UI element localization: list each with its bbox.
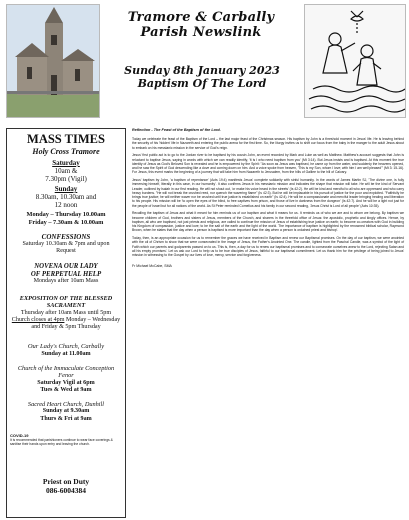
priest-on-duty: [7, 477, 125, 495]
mass-times-heading: MASS TIMES: [27, 132, 105, 146]
exposition-heading-2: SACRAMENT: [46, 302, 86, 310]
title-line-1: Tramore & Carbally: [127, 10, 275, 25]
church-closes-note: Church closes at 4pm: [11, 316, 65, 323]
date-block: [122, 64, 282, 90]
newsletter-banner: [100, 4, 302, 116]
exposition-section: [9, 295, 123, 331]
article-title: Reflection - The Feast of the Baptism of the Lord.: [132, 128, 221, 132]
weekday-times: [9, 211, 123, 227]
saturday-time-1: 10am &: [54, 167, 78, 176]
article-paragraph: Jesus' first public act is to go to the Jordan river to be baptised by his cousin John, an event recorded by Mark and Luke as well as Matthew. Matthew's account suggests that John is reluctant to baptise Jesus, saying in words with which we can readily identify, 'It is I who need baptism from you' (Mt 3:14). But Jesus insists and is baptised. At this moment the true identity of Jesus as God's Beloved Son is revealed and he is empowered by the Spirit: "As soon as Jesus was baptised, he came up from the water, and suddenly the heavens opened, and he saw the Spirit of God descending like a dove and coming down on him. And a voice spoke from heaven, 'This is my Son, whom I love; with him I am well pleased'" (Mt 3: 15-16). For Jesus, this event marks the beginning of a journey that will take him from Nazareth to Jerusalem, from the hills of Galilee to the hill of Calvary.: [132, 153, 404, 175]
confessions-text-2: Request: [56, 248, 76, 255]
saturday-time-2: 7.30pm (Vigil): [45, 175, 87, 184]
article-paragraph: Today, then, is an appropriate occasion for us to remember the graces we have received in Baptism and renew our Baptismal promises. On the day of our baptism, we were anointed with the oil of Chrism to show that we were consecrated in the image of Jesus, the Father's Anointed One. The candle, lighted from the Paschal Candle, was a symbol of the light of Faith which our parents and godparents passed on to us. This is, then, a day for us to renew our baptismal promises and to consecrate ourselves anew to the Lord, rejecting Satan and all his empty promises'. Let us ask our Lord to help us to be true disciples of Jesus, faithful to our baptismal commitment. Let us thank him for the privilege of being joined to Jesus' mission in witnessing to the Gospel by our lives of love, mercy, service and forgiveness.: [132, 236, 404, 257]
baptism-illustration: [304, 4, 406, 118]
priest-label: Priest on Duty: [42, 477, 90, 486]
exposition-text-3: and Friday & 5pm Thursday: [31, 324, 101, 330]
fenor-time-1: Saturday Vigil at 6pm: [37, 379, 95, 386]
saturday-times: [9, 159, 123, 184]
sunday-label: Sunday: [54, 185, 78, 193]
mass-times-panel: [6, 128, 126, 518]
article-signature: Fr Michael McCabe, SMA: [132, 264, 172, 269]
fenor-heading-1: Church of the Immaculate Conception: [17, 365, 115, 372]
carbally-section: [9, 343, 123, 358]
novena-heading-1: NOVENA OUR LADY: [34, 263, 98, 270]
weekday-line-2: Friday – 7.30am & 10.00am: [28, 219, 104, 226]
novena-text: Mondays after 10am Mass: [33, 278, 99, 285]
weekday-line-1: Monday – Thursday 10.00am: [26, 211, 106, 218]
article-paragraph: Jesus' baptism by John, 'a baptism of repentance' (Acts 19:4) manifests Jesus' complete solidarity with sinful humanity. In the words of James Martin SJ, 'The divine one, is fully immersing himself, literally in this case, in our humanity'. It also confirms Jesus in his messianic mission and indicates the shape that mission will take. He will be the kind of Servant Leader, outlined by Isaiah in our first reading. He will not shout out, 'or make his voice heard in the streets' (Is 42:2). He will be kind and merciful to all who are oppressed and who carry heavy burdens. "He will not break the crushed reed, nor quench the wavering flame" (Is 42:3). But he will be implacable in his pursuit of justice for the poor and exploited. "Faithfully he brings true justice; he will neither waver nor be crushed until true justice is established on earth" (Is 42:4). He will be a compassionate and merciful leader bringing healing and liberation to his people. His mission will be 'to open the eyes of the blind, to free captives from prison, and those of live in darkness from the dungeon' (Is 42:7). And he will be a light not just for the people of Israel but for all nations of the world. As St Peter reminded Cornelius and his family in our second reading, 'Jesus Christ is Lord of all people' (Acts 10:35).: [132, 178, 404, 208]
church-photo: [6, 4, 100, 118]
article-paragraph: Today we celebrate the feast of the Baptism of the Lord – the last major feast of the Christmas season. His baptism by John is a threshold moment in Jesus' life. He is leaving behind the security of his 'hidden' life in Nazareth and entering the public arena for the first time. So, the liturgy invites us to shift our focus from the baby in the manger to the adult Jesus about to embark on his messianic mission in the service of God's reign.: [132, 137, 404, 150]
saturday-label: Saturday: [52, 159, 80, 167]
novena-section: [9, 263, 123, 285]
priest-phone: 086-6004384: [46, 486, 86, 495]
sunday-times: [9, 185, 123, 210]
exposition-text-1: Thursday after 10am Mass until 5pm: [20, 309, 112, 316]
dunhill-time-1: Sunday at 9.30am: [42, 408, 90, 415]
fenor-heading-2: Fenor: [58, 372, 74, 380]
holy-cross-heading: Holy Cross Tramore: [32, 147, 100, 156]
dunhill-heading: Sacred Heart Church, Dunhill: [27, 401, 105, 408]
exposition-heading-1: EXPOSITION OF THE BLESSED: [19, 295, 113, 302]
carbally-time: Sunday at 11.00am: [41, 350, 91, 357]
issue-date: Sunday 8th January 2023: [124, 64, 280, 77]
dunhill-section: [9, 401, 123, 423]
fenor-section: [9, 365, 123, 394]
reflection-article: [132, 128, 404, 516]
feast-name: Baptism Of The Lord: [137, 77, 267, 90]
exposition-text-2-rest: Monday – Wednesday: [64, 316, 121, 323]
sunday-time-2: 12 noon: [54, 201, 78, 210]
exposition-text-2: [9, 317, 123, 324]
confessions-text-1: Saturday 10.30am & 7pm and upon: [22, 241, 110, 247]
covid-heading: COVID-19: [10, 433, 29, 438]
article-paragraph: Recalling the baptism of Jesus and what it meant for him reminds us of our baptism and what it means for us. It reminds us of who we are and to whom we belong. By baptism we become children of God, brothers and sisters of Jesus, members of the Church, and sharers in the threefold office of Jesus: the apostolic, prophetic and kingly offices. Hence, by baptism, all who are baptised, not just priests and religious, are called to continue the mission of Jesus of establishing true justice on earth; to become co-creators with God in building his Kingdom of compassion, justice and love; to be the salt of the earth and the light of the world. The importance of baptism is highlighted by the renowned biblical scholar, Raymond Brown, when he states that the day when a person is baptised is more important than the day when a person is ordained priest and bishop'.: [132, 211, 404, 233]
newsletter-title: [100, 10, 302, 40]
confessions-heading: CONFESSIONS: [41, 233, 91, 241]
sunday-time-1: 8.30am, 10.30am and: [35, 193, 97, 202]
carbally-heading: Our Lady's Church, Carbally: [27, 343, 105, 350]
title-line-2: Parish Newslink: [140, 25, 262, 40]
fenor-time-2: Tues & Wed at 9am: [40, 386, 92, 393]
confessions-section: [9, 233, 123, 255]
novena-heading-2: OF PERPETUAL HELP: [30, 270, 102, 278]
covid-notice: [10, 433, 122, 446]
dunhill-time-2: Thurs & Fri at 9am: [40, 415, 92, 422]
covid-text: It is recommended that parishioners continue to wear face coverings & sanitise their hands upon entry and leaving the church.: [10, 438, 113, 447]
